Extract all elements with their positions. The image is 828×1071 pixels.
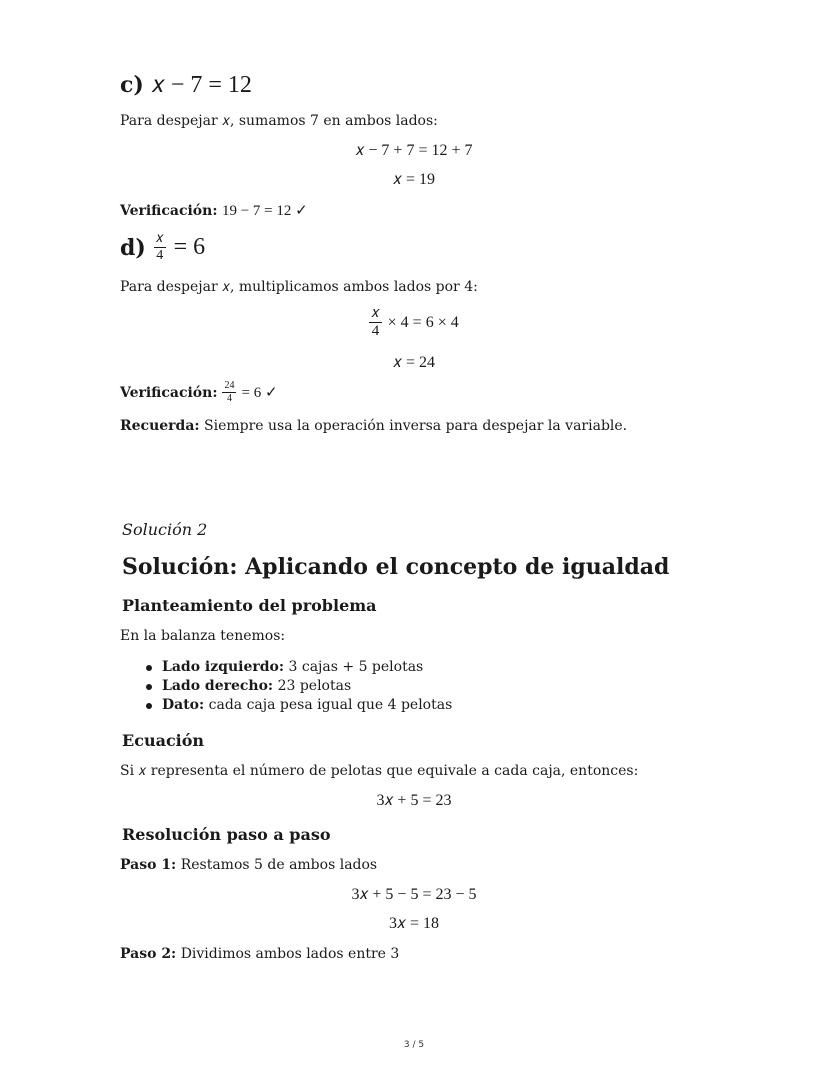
problem-intro: En la balanza tenemos: — [120, 628, 286, 644]
verification-label: Verificación: — [120, 384, 218, 401]
reminder — [120, 418, 627, 434]
part-d-rhs: = 6 — [173, 234, 206, 260]
part-c-heading — [120, 72, 252, 99]
part-d-heading — [120, 232, 205, 263]
problem-list — [142, 659, 452, 716]
problem-heading: Planteamiento del problema — [122, 596, 377, 615]
part-c-label: c) — [120, 72, 144, 98]
step1-equation-2: 3𝑥 = 18 — [389, 915, 439, 932]
step2-label: Paso 2: — [120, 946, 177, 962]
verification-expr: 19 − 7 = 12 ✓ — [221, 203, 308, 219]
verification-fraction: $\frac{24}{4}$ — [224, 380, 235, 404]
list-item: Lado derecho: 23 pelotas — [142, 678, 452, 697]
equation-intro: Si 𝑥 representa el número de pelotas que equivale a cada caja, entonces: — [120, 763, 639, 779]
solution-title: Solución: Aplicando el concepto de igualdad — [122, 554, 670, 580]
part-c-step2: 𝑥 = 19 — [393, 171, 435, 188]
part-d-step1: $\frac{\text{𝑥}}{4}$ × 4 = 6 × 4 — [371, 305, 459, 339]
verification-label: Verificación: — [120, 203, 218, 219]
part-c-intro: Para despejar 𝑥, sumamos 7 en ambos lados: — [120, 113, 438, 129]
equation-heading: Ecuación — [122, 731, 205, 750]
part-d-intro: Para despejar 𝑥, multiplicamos ambos lados por 4: — [120, 279, 478, 295]
reminder-label: Recuerda: — [120, 418, 200, 434]
part-c-equation: 𝑥 − 7 = 12 — [151, 72, 252, 98]
reminder-text: Siempre usa la operación inversa para despejar la variable. — [204, 418, 628, 434]
part-c-verification — [120, 201, 308, 220]
list-item: Lado izquierdo: 3 cajas + 5 pelotas — [142, 659, 452, 678]
list-item: Dato: cada caja pesa igual que 4 pelotas — [142, 697, 452, 716]
main-equation: 3𝑥 + 5 = 23 — [376, 792, 452, 809]
resolution-heading: Resolución paso a paso — [122, 825, 331, 844]
part-d-step2: 𝑥 = 24 — [393, 354, 435, 371]
step1 — [120, 857, 377, 873]
step1-equation-1: 3𝑥 + 5 − 5 = 23 − 5 — [351, 886, 477, 903]
part-c-step1: 𝑥 − 7 + 7 = 12 + 7 — [355, 142, 473, 159]
step1-text: Restamos 5 de ambos lados — [180, 857, 378, 873]
part-d-verification: Verificación: $\frac{24}{4}$ = 6 ✓ — [120, 380, 278, 404]
solution-caption: Solución 2 — [122, 520, 208, 539]
step2 — [120, 946, 399, 962]
page-number: 3 / 5 — [403, 1040, 425, 1050]
step2-text: Dividimos ambos lados entre 3 — [180, 946, 400, 962]
part-d-label: d) — [120, 234, 146, 261]
part-d-fraction: $\frac{\text{𝑥}}{4}$ — [155, 231, 164, 263]
step1-label: Paso 1: — [120, 857, 177, 873]
